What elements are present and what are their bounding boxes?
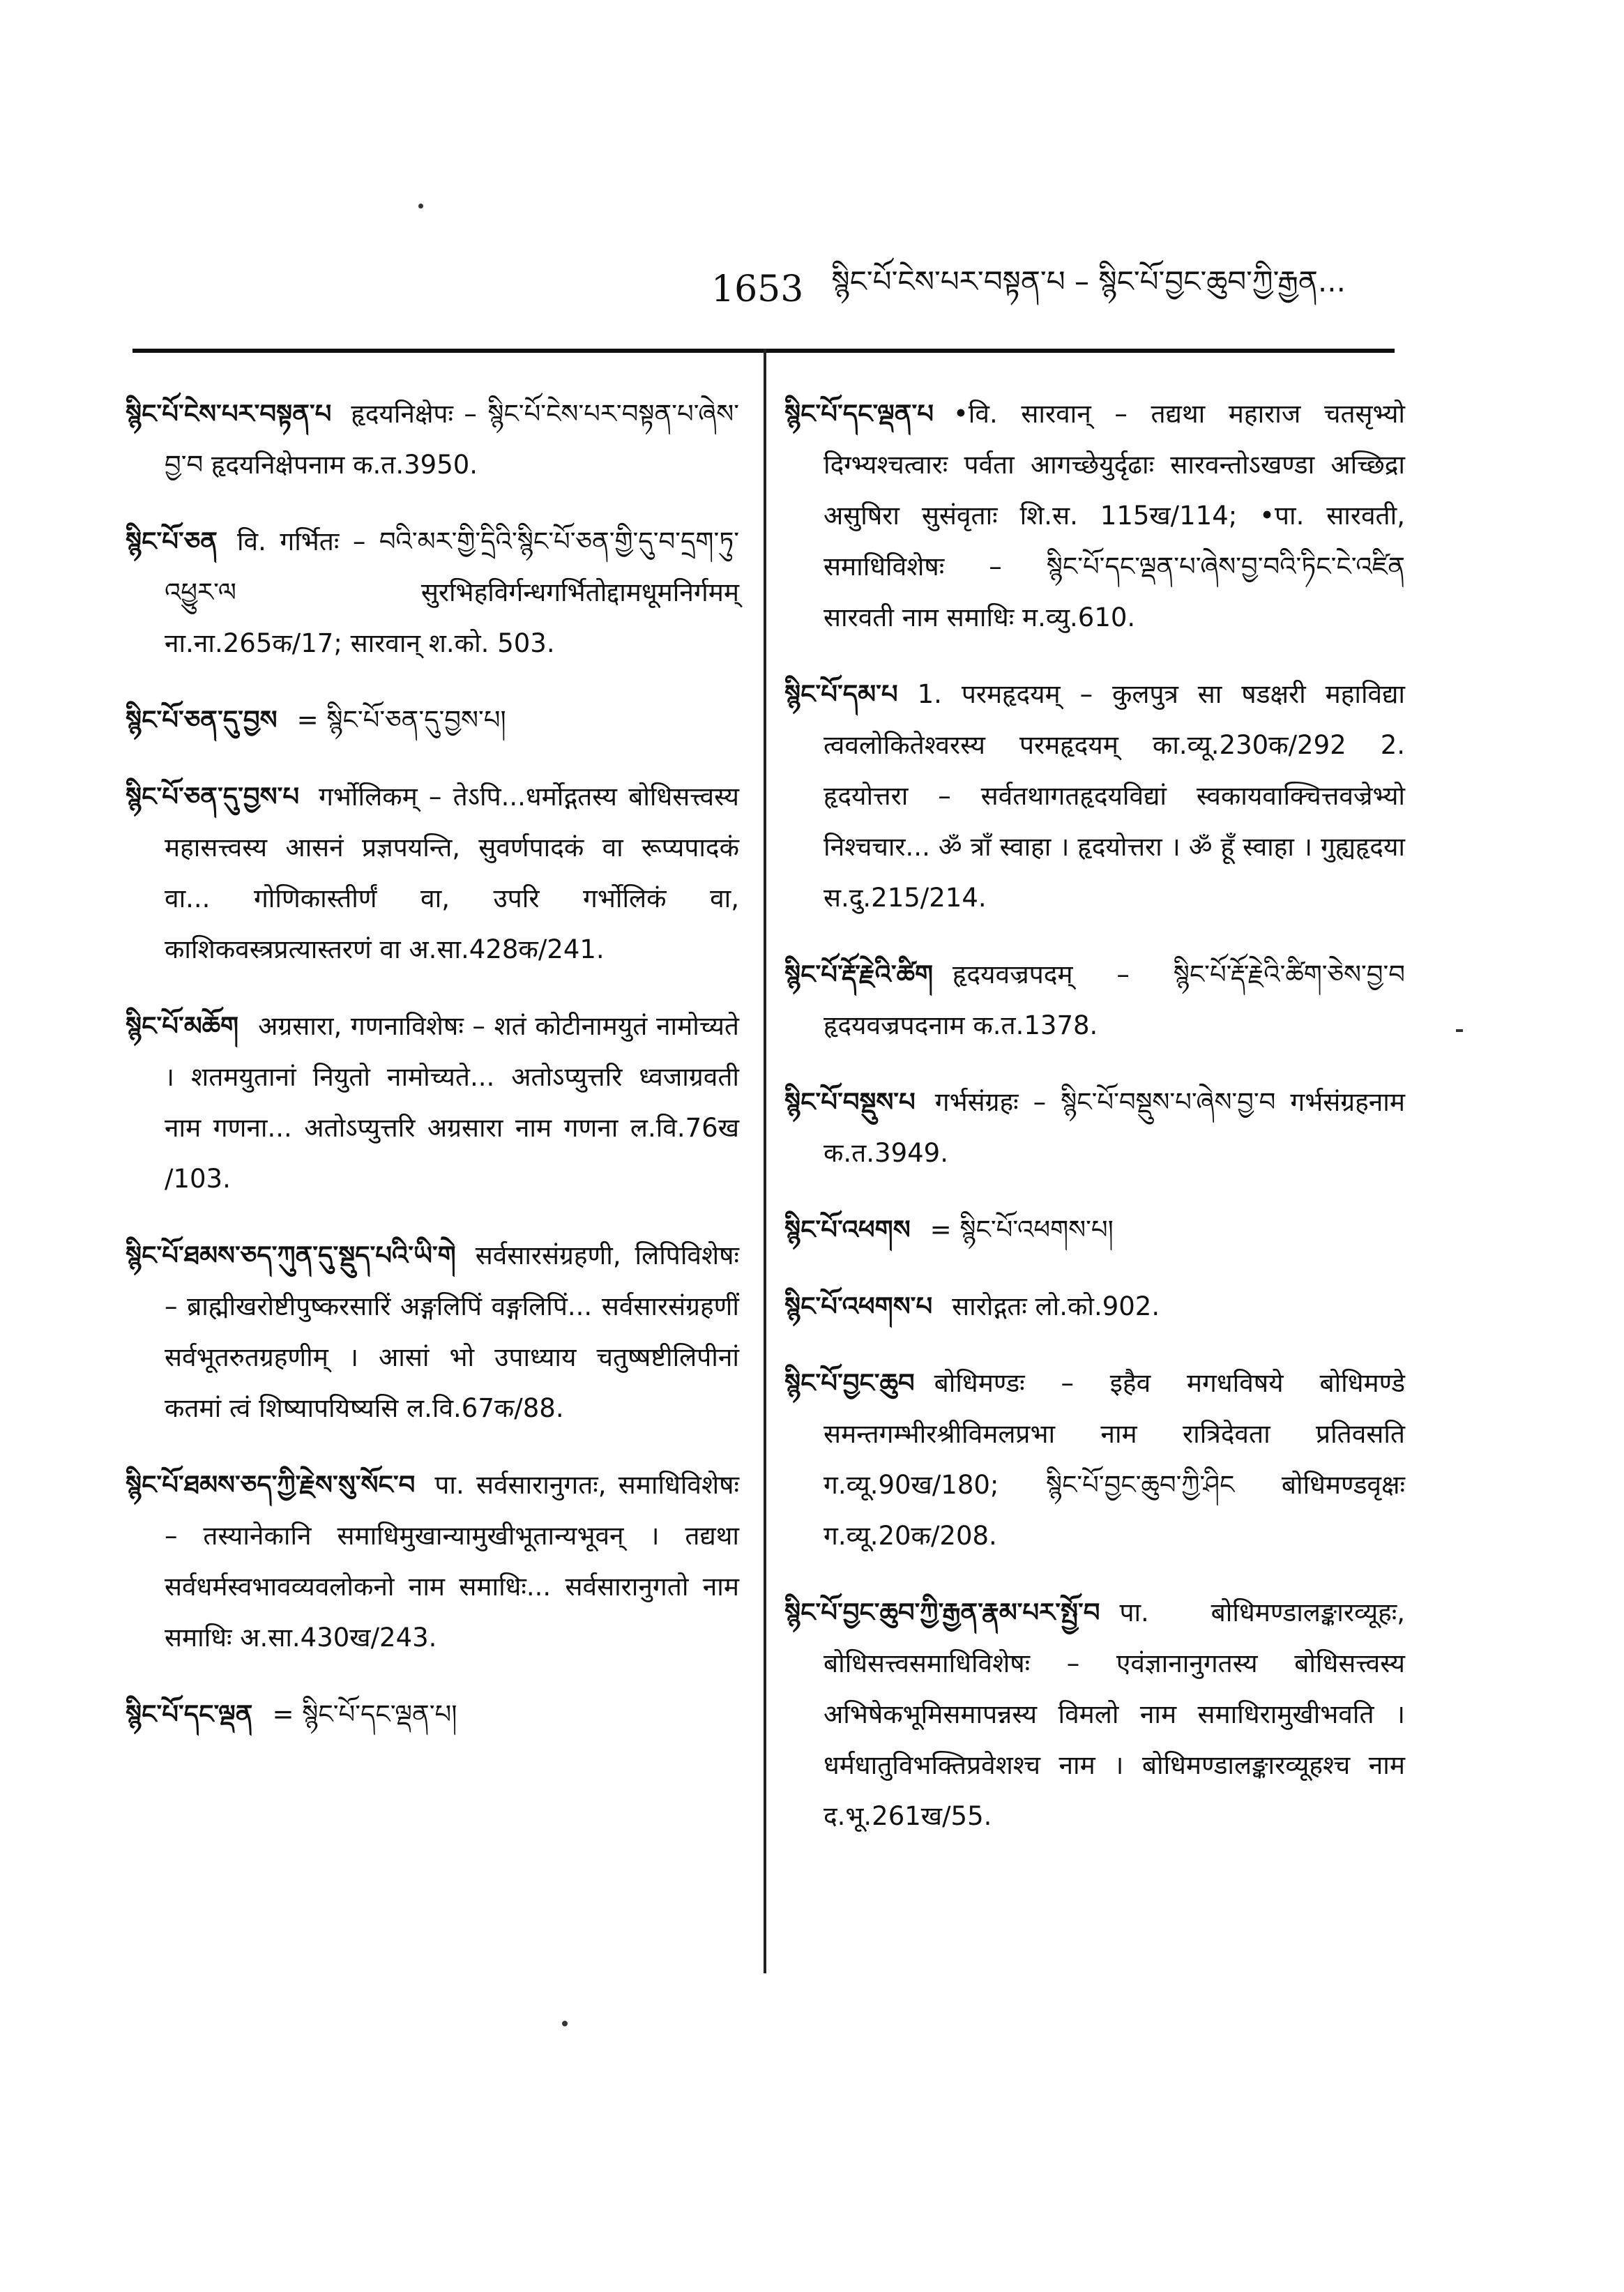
dictionary-entry [784,1204,1405,1255]
entry-headword: སྙིང་པོ་བྱང་ཆུབ [784,1368,915,1398]
scan-speck [1456,1029,1463,1032]
entry-body: = སྙིང་པོ་འཕགས་པ། [929,1215,1114,1245]
dictionary-entry [784,949,1405,1051]
dictionary-entry [126,771,739,975]
entry-body: हृदयवज्रपदम् – སྙིང་པོ་རྡོ་རྗེའི་ཚིག་ཅེས་བྱ་བ हृदयवज्रपदनाम क.त.1378. [824,959,1405,1040]
dictionary-entry [126,1459,739,1663]
entry-headword: སྙིང་པོ་མཆོག [126,1011,239,1041]
entry-headword: སྙིང་པོ་འཕགས་པ [784,1291,933,1321]
entry-body: •वि. सारवान् – तद्यथा महाराज चतसृभ्यो दिग्भ्यश्चत्वारः पर्वता आगच्छेयुर्दृढाः सारवन्तोऽखण्डा अच्छिद्रा असुषिरा सुसंवृताः शि.स. 115ख/114; •पा. सारवती, समाधिविशेषः – སྙིང་པོ་དང་ལྡན་པ་ཞེས་བྱ་བའི་ཏིང་ངེ་འཛིན सारवती नाम समाधिः म.व्यु.610. [824,399,1405,632]
dictionary-entry [126,1230,739,1434]
right-column [784,363,1405,1861]
entry-headword: སྙིང་པོ་བྱང་ཆུབ་ཀྱི་རྒྱན་རྣམ་པར་སྤྱོ་བ [784,1597,1100,1627]
page-number: 1653 [711,268,804,310]
dictionary-entry [784,1587,1405,1842]
entry-body: पा. सर्वसारानुगतः, समाधिविशेषः – तस्यानेकानि समाधिमुखान्यामुखीभूतान्यभूवन् । तद्यथा सर्वधर्मस्वभावव्यवलोकनो नाम समाधिः... सर्वसारानुगतो नाम समाधिः अ.सा.430ख/243. [165,1470,739,1653]
running-head: སྙིང་པོ་ངེས་པར་བསྟན་པ – སྙིང་པོ་བྱང་ཆུབ་ཀྱི་རྒྱན... [831,264,1346,298]
dictionary-entry [126,1689,739,1740]
dictionary-entry [784,669,1405,923]
entry-body: गर्भसंग्रहः – སྙིང་པོ་བསྡུས་པ་ཞེས་བྱ་བ गर्भसंग्रहनाम क.त.3949. [824,1087,1405,1168]
entry-body: हृदयनिक्षेपः – སྙིང་པོ་ངེས་པར་བསྟན་པ་ཞེས་བྱ་བ हृदयनिक्षेपनाम क.त.3950. [165,399,739,480]
dictionary-entry [126,516,739,669]
entry-headword: སྙིང་པོ་འཕགས [784,1215,911,1245]
dictionary-entry [784,1281,1405,1332]
dictionary-entry [784,388,1405,643]
entry-body: = སྙིང་པོ་དང་ལྡན་པ། [272,1699,457,1729]
entry-body: = སྙིང་པོ་ཅན་དུ་བྱས་པ། [296,705,506,735]
entry-headword: སྙིང་པོ་ངེས་པར་བསྟན་པ [126,399,332,429]
scan-speck [562,2021,568,2026]
entry-headword: སྙིང་པོ་ཅན་དུ་བྱས་པ [126,782,300,812]
entry-headword: སྙིང་པོ་དམ་པ [784,679,898,709]
page-header [711,258,1457,321]
entry-headword: སྙིང་པོ་རྡོ་རྗེའི་ཚིག [784,959,934,989]
entry-headword: སྙིང་པོ་བསྡུས་པ [784,1087,916,1117]
entry-body: गर्भोलिकम् – तेऽपि...धर्मोद्गतस्य बोधिसत्त्वस्य महासत्त्वस्य आसनं प्रज्ञपयन्ति, सुवर्णपादकं वा रूप्यपादकं वा... गोणिकास्तीर्णं वा, उपरि गर्भोलिकं वा, काशिकवस्त्रप्रत्यास्तरणं वा अ.सा.428क/241. [165,782,739,964]
entry-body: 1. परमहृदयम् – कुलपुत्र सा षडक्षरी महाविद्या त्ववलोकितेश्वरस्य परमहृदयम् का.व्यू.230क/292 2. हृदयोत्तरा – सर्वतथागतहृदयविद्यां स्वकायवाक्चित्तवज्रेभ्यो निश्चचार... ॐ त्राँ स्वाहा । हृदयोत्तरा । ॐ हूँ स्वाहा । गुह्यहृदया स.दु.215/214. [824,679,1405,913]
entry-body: वि. गर्भितः – བའི་མར་གྱི་དྲིའི་སྙིང་པོ་ཅན་གྱི་དུ་བ་དྲག་ཏུ་འཕྱུར་ལ सुरभिहविर्गन्धगर्भितोद्दामधूमनिर्गमम् ना.ना.265क/17; सारवान् श.को. 503. [165,526,739,658]
left-column [126,363,739,1759]
dictionary-entry [126,695,739,745]
entry-body: सर्वसारसंग्रहणी, लिपिविशेषः – ब्राह्मीखरोष्टीपुष्करसारिं अङ्गलिपिं वङ्गलिपिं... सर्वसारसंग्रहणीं सर्वभूतरुतग्रहणीम् । आसां भो उपाध्याय चतुष्षष्टीलिपीनां कतमां त्वं शिष्यापयिष्यसि ल.वि.67क/88. [165,1240,739,1423]
entry-body: अग्रसारा, गणनाविशेषः – शतं कोटीनामयुतं नामोच्यते । शतमयुतानां नियुतो नामोच्यते... अतोऽप्युत्तरि ध्वजाग्रवती नाम गणना... अतोऽप्युत्तरि अग्रसारा नाम गणना ल.वि.76ख /103. [165,1011,739,1194]
entry-body: सारोद्गतः लो.को.902. [952,1291,1160,1321]
entry-headword: སྙིང་པོ་དང་ལྡན [126,1699,253,1729]
entry-headword: སྙིང་པོ་ཐམས་ཅད་ཀུན་དུ་སྡུད་པའི་ཡི་གེ [126,1240,456,1270]
entry-headword: སྙིང་པོ་ཅན [126,526,218,556]
entry-headword: སྙིང་པོ་ཐམས་ཅད་ཀྱི་རྗེས་སུ་སོང་བ [126,1470,416,1500]
dictionary-entry [126,388,739,490]
scan-speck [418,204,423,208]
dictionary-entry [784,1358,1405,1561]
dictionary-entry [126,1001,739,1204]
entry-body: बोधिमण्डः – इहैव मगधविषये बोधिमण्डे समन्तगम्भीरश्रीविमलप्रभा नाम रात्रिदेवता प्रतिवसति ग.व्यू.90ख/180; སྙིང་པོ་བྱང་ཆུབ་ཀྱི་ཤིང बोधिमण्डवृक्षः ग.व्यू.20क/208. [824,1368,1405,1551]
entry-body: पा. बोधिमण्डालङ्कारव्यूहः, बोधिसत्त्वसमाधिविशेषः – एवंज्ञानानुगतस्य बोधिसत्त्वस्य अभिषेकभूमिसमापन्नस्य विमलो नाम समाधिरामुखीभवति । धर्मधातुविभक्तिप्रवेशश्च नाम । बोधिमण्डालङ्कारव्यूहश्च नाम द.भू.261ख/55. [824,1597,1405,1831]
column-divider [764,349,766,1973]
entry-headword: སྙིང་པོ་དང་ལྡན་པ [784,399,934,429]
dictionary-entry [784,1077,1405,1178]
entry-headword: སྙིང་པོ་ཅན་དུ་བྱས [126,705,278,735]
